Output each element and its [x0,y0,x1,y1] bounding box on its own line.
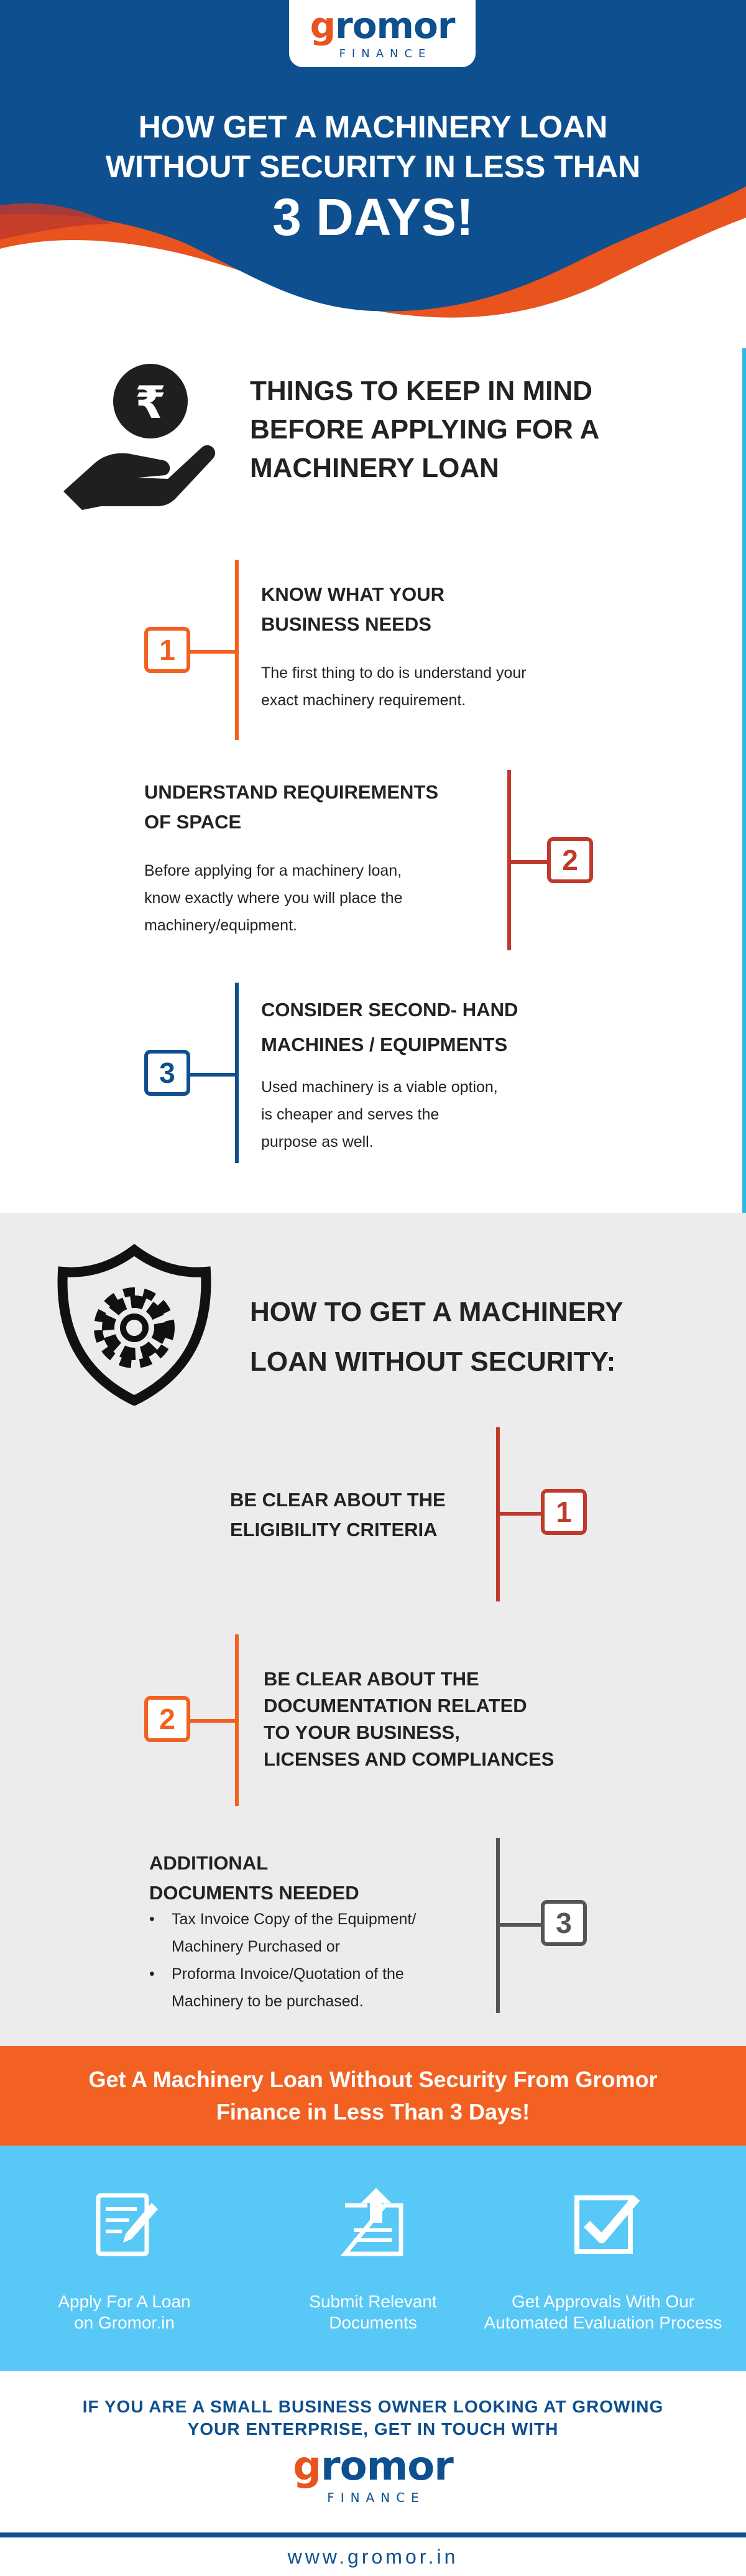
item1-connector [190,650,235,654]
document-upload-icon [339,2184,408,2259]
bullet-item: • Tax Invoice Copy of the Equipment/ Machinery Purchased or [149,1906,485,1960]
item3-connector [190,1073,235,1077]
things-to-keep-in-mind-section [0,348,746,1213]
how-to-get-loan-section [0,1213,746,2046]
item3-title: CONSIDER SECOND- HAND MACHINES / EQUIPMENTS [261,999,518,1055]
title-line-1: HOW GET A MACHINERY LOAN [138,109,608,144]
step1-label: Apply For A Loan on Gromor.in [58,2292,191,2332]
s2-item3-number-badge: 3 [541,1900,587,1946]
item2-number-badge: 2 [547,837,593,883]
cta-banner [0,2046,746,2146]
s2-item3-bullets [149,1906,485,2015]
s2-item2-title: BE CLEAR ABOUT THE DOCUMENTATION RELATED TO YOUR BUSINESS, LICENSES AND COMPLIANCES [264,1668,555,1770]
footer-logo-subtitle: FINANCE [327,2490,425,2505]
bullet-item: • Proforma Invoice/Quotation of the Machinery to be purchased. [149,1960,485,2015]
s2-item1-connector [500,1512,541,1516]
s2-item1-number-badge: 1 [541,1489,587,1535]
section2-title: HOW TO GET A MACHINERY LOAN WITHOUT SECURITY: [250,1297,624,1377]
s2-item2-number-badge: 2 [144,1696,190,1742]
shield-gear-icon [53,1244,215,1406]
cta-line-2: Finance in Less Than 3 Days! [216,2099,530,2124]
header-banner [0,0,746,348]
item1-vertical-line [235,560,239,740]
item1-description: The first thing to do is understand your exact machinery requirement. [261,664,527,709]
footer-message: IF YOU ARE A SMALL BUSINESS OWNER LOOKING AT GROWING YOUR ENTERPRISE, GET IN TOUCH WITH [82,2397,664,2439]
cta-line-1: Get A Machinery Loan Without Security From Gromor [88,2067,658,2092]
page-title [62,107,684,248]
item2-connector [511,860,548,864]
hand-rupee-coin-icon [57,361,219,510]
item1-number-badge: 1 [144,627,190,673]
section1-title: THINGS TO KEEP IN MIND BEFORE APPLYING FOR A MACHINERY LOAN [250,376,600,483]
footer-logo-wordmark: gromor [293,2444,453,2490]
step3-label: Get Approvals With Our Automated Evaluation Process [484,2292,722,2332]
checkbox-approved-icon [572,2189,642,2259]
s2-item2-vertical-line [235,1634,239,1806]
website-url-link[interactable]: www.gromor.in [0,2532,746,2576]
item3-number-badge: 3 [144,1050,190,1096]
header-logo[interactable] [289,0,476,67]
step2-label: Submit Relevant Documents [309,2292,437,2332]
s2-item3-title: ADDITIONAL DOCUMENTS NEEDED [149,1852,359,1904]
logo-wordmark: gromor [310,4,455,47]
form-edit-icon [93,2190,162,2259]
item2-title: UNDERSTAND REQUIREMENTS OF SPACE [144,781,439,833]
s2-item3-connector [500,1923,541,1927]
s2-item2-connector [190,1719,235,1723]
logo-subtitle: FINANCE [339,47,432,60]
item3-description: Used machinery is a viable option, is cheaper and serves the purpose as well. [261,1078,498,1151]
item1-title: KNOW WHAT YOUR BUSINESS NEEDS [261,583,445,635]
title-line-3: 3 DAYS! [272,188,474,246]
s2-item1-title: BE CLEAR ABOUT THE ELIGIBILITY CRITERIA [230,1489,446,1541]
footer [0,2371,746,2532]
item2-description: Before applying for a machinery loan, know exactly where you will place the machinery/equipment. [144,862,403,934]
footer-logo[interactable] [280,2444,466,2505]
svg-text:₹: ₹ [134,376,167,429]
title-line-2: WITHOUT SECURITY IN LESS THAN [105,149,641,184]
process-steps [0,2146,746,2371]
item3-vertical-line [235,983,239,1163]
